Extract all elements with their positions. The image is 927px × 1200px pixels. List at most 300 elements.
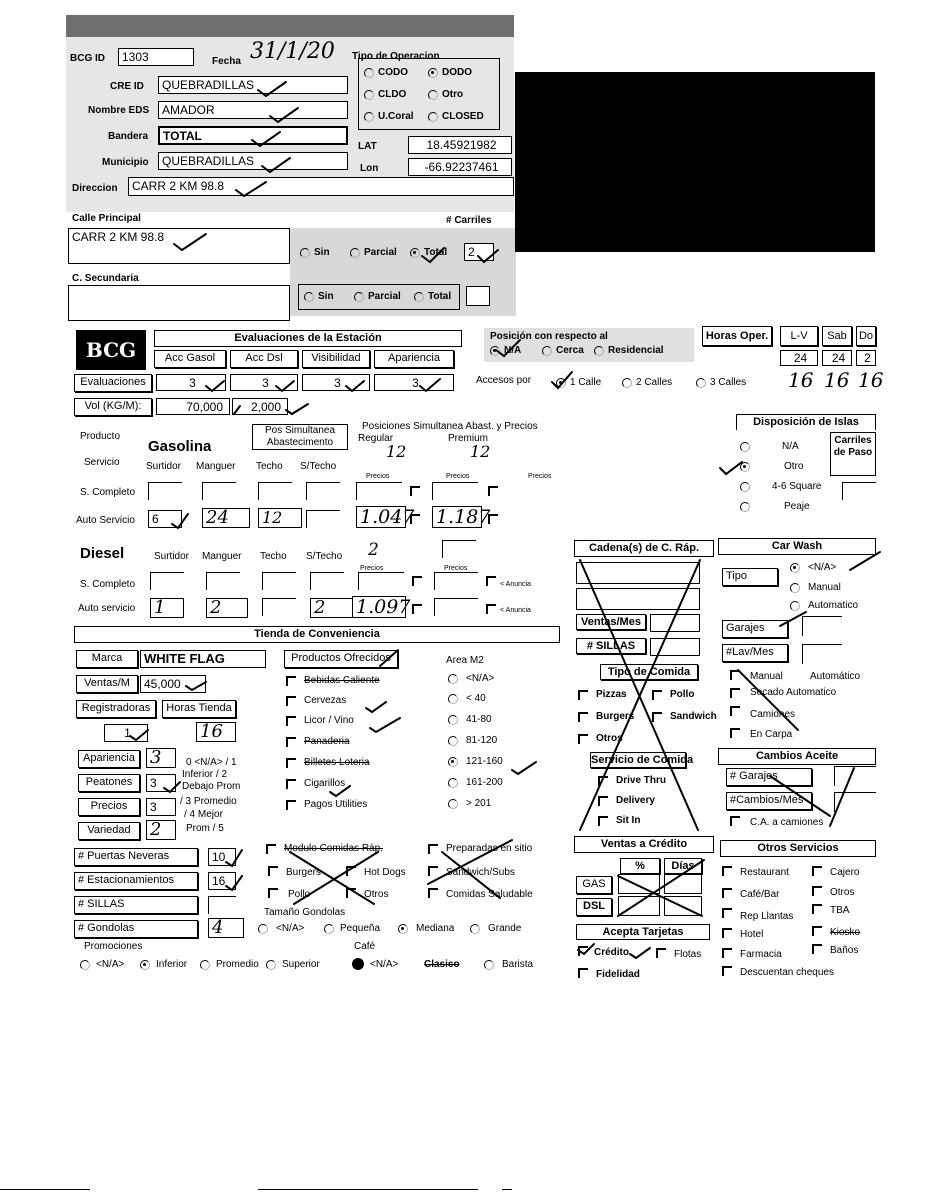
pos-radio-residencial[interactable] [594, 346, 604, 356]
credito-dsl-dias[interactable] [664, 896, 702, 916]
regular-label: Regular [358, 433, 394, 444]
calle-secundaria-field[interactable] [68, 285, 290, 321]
comida-check-preparadas[interactable] [428, 844, 438, 854]
dsl-pos: 2 [368, 540, 379, 560]
comida-check-saludable[interactable] [428, 888, 438, 898]
comida-check-otros[interactable] [346, 888, 356, 898]
bandera-field[interactable]: TOTAL [158, 126, 348, 145]
vol-label[interactable]: Vol (KG/M): [74, 398, 152, 416]
gondolas-field[interactable]: 4 [208, 918, 244, 938]
credito-gas-dias[interactable] [664, 874, 702, 894]
credito-dsl-pct[interactable] [618, 896, 660, 916]
col-acc-gasol[interactable]: Acc Gasol [154, 350, 226, 368]
cadena-check-pizzas[interactable] [578, 690, 588, 700]
comida-check-sandwich[interactable] [428, 866, 438, 876]
sec-carriles-field[interactable] [466, 286, 490, 306]
horas-do-hand: 16 [858, 368, 884, 392]
acceso-label-1: 1 Calle [570, 377, 602, 388]
comida-label-otros: Otros [364, 889, 389, 900]
variedad-field[interactable]: 2 [146, 820, 176, 840]
cafe-label: Café [354, 941, 376, 952]
comida-check-burgers[interactable] [268, 866, 278, 876]
promo-radio-inferior[interactable] [140, 960, 150, 970]
dsl-precios-1: Precios [360, 565, 384, 572]
cadena-check-drive[interactable] [598, 776, 608, 786]
promo-label-superior: Superior [282, 959, 320, 970]
promo-radio-na[interactable] [80, 960, 90, 970]
tam-radio-pequena[interactable] [324, 924, 334, 934]
cadena-label-otros: Otros [596, 733, 623, 744]
cadena-check-pollo[interactable] [652, 690, 662, 700]
otros-label-farmacia: Farmacia [740, 949, 782, 960]
sec-label-total: Total [428, 291, 452, 302]
col-apariencia[interactable]: Apariencia [374, 350, 454, 368]
cw-label-automatico: Automático [810, 671, 861, 682]
sec-label-sin: Sin [318, 291, 334, 302]
carril-radio-sin[interactable] [300, 248, 310, 258]
pos-sim-abast-label: Posiciones Simultanea Abast. y Precios [362, 421, 538, 432]
gas-sc-stecho[interactable] [306, 482, 340, 500]
dsl-s-completo-label: S. Completo [80, 579, 136, 590]
cadena-label-delivery: Delivery [616, 795, 655, 806]
horas-tienda-label[interactable]: Horas Tienda [162, 700, 236, 718]
otros-label-cafe: Café/Bar [740, 889, 780, 900]
tarjeta-check-credito[interactable] [578, 946, 588, 956]
marca-field[interactable]: WHITE FLAG [140, 650, 266, 668]
col-visibilidad[interactable]: Visibilidad [302, 350, 370, 368]
horas-tienda-field[interactable]: 16 [196, 722, 236, 742]
dsl-sc-premium-check[interactable] [486, 576, 496, 586]
disp-radio-peaje[interactable] [740, 502, 750, 512]
horas-lv-hand: 16 [788, 368, 814, 392]
gas-as-premium-check[interactable] [488, 514, 498, 524]
tarjeta-check-flotas[interactable] [656, 948, 666, 958]
peatones-label[interactable]: Peatones [78, 774, 140, 792]
dsl-manguer-label: Manguer [202, 551, 242, 562]
disp-radio-na[interactable] [740, 442, 750, 452]
eval-acc-dsl[interactable]: 3 [230, 374, 298, 391]
estacionamientos-field[interactable]: 16 [208, 872, 236, 890]
gas-as-stecho[interactable] [306, 510, 340, 528]
prod-label-billetes: Billetes Loteria [304, 757, 370, 768]
comida-check-hotdogs[interactable] [346, 866, 356, 876]
dsl-sc-techo[interactable] [262, 572, 296, 590]
dsl-as-price[interactable]: 1.097 [352, 596, 406, 618]
vol-dsl-field[interactable]: 2,000 [232, 398, 288, 415]
municipio-field[interactable]: QUEBRADILLAS [158, 152, 348, 170]
tam-label-na: <N/A> [276, 923, 305, 934]
disp-label-otro: Otro [784, 461, 804, 472]
otros-check-banos[interactable] [812, 944, 822, 954]
dsl-as-stecho[interactable]: 2 [310, 598, 354, 618]
prod-check-panaderia[interactable] [286, 737, 296, 747]
comida-label-modulo: Modulo Comidas Ráp. [284, 843, 383, 854]
pos-radio-na[interactable] [490, 346, 500, 356]
estacionamientos-label[interactable]: # Estacionamientos [74, 872, 198, 890]
sec-label-parcial: Parcial [368, 291, 401, 302]
op-radio-dodo[interactable] [428, 68, 438, 78]
op-radio-otro[interactable] [428, 90, 438, 100]
pos-sim-label: Pos Simultanea Abastecimento [252, 424, 348, 450]
direccion-field[interactable]: CARR 2 KM 98.8 [128, 177, 514, 196]
promo-label-na: <N/A> [96, 959, 125, 970]
cw-label-secado: Secado Automatico [750, 687, 837, 698]
sec-radio-total[interactable] [414, 292, 424, 302]
prod-check-cervezas[interactable] [286, 696, 296, 706]
credito-dsl[interactable]: DSL [576, 898, 612, 916]
gas-as-manguer[interactable]: 24 [202, 508, 250, 528]
registradoras-label[interactable]: Registradoras [76, 700, 156, 718]
area-label: Area M2 [446, 655, 484, 666]
promo-radio-promedio[interactable] [200, 960, 210, 970]
apariencia-field[interactable]: 3 [146, 748, 176, 768]
otros-label-hotel: Hotel [740, 929, 764, 940]
gas-s-completo-label: S. Completo [80, 487, 136, 498]
dsl-as-premium-check[interactable] [486, 604, 496, 614]
area-radio-5[interactable] [448, 778, 458, 788]
otros-check-hotel[interactable] [722, 928, 732, 938]
disp-radio-otro[interactable] [740, 462, 750, 472]
comida-label-burgers: Burgers [286, 867, 322, 878]
sillas-field[interactable] [208, 896, 236, 914]
eval-acc-gasol[interactable]: 3 [156, 374, 226, 391]
cadena-check-sitin[interactable] [598, 816, 608, 826]
nombre-eds-field[interactable]: AMADOR [158, 101, 348, 119]
cw-lav-field[interactable] [802, 644, 842, 664]
disp-radio-square[interactable] [740, 482, 750, 492]
otros-check-otros[interactable] [812, 886, 822, 896]
gas-sc-surtidor[interactable] [148, 482, 182, 500]
area-label-4: 121-160 [466, 756, 503, 767]
carril-radio-total[interactable] [410, 248, 420, 258]
variedad-label[interactable]: Variedad [78, 822, 140, 840]
cadena-ventas-mes[interactable]: Ventas/Mes [576, 614, 646, 630]
tam-label-mediana: Mediana [416, 923, 455, 934]
otros-check-kiosko[interactable] [812, 926, 822, 936]
horas-oper-label[interactable]: Horas Oper. [702, 326, 772, 346]
cw-check-carpa[interactable] [730, 728, 740, 738]
dsl-sc-stecho[interactable] [310, 572, 344, 590]
dsl-as-check[interactable] [412, 604, 422, 614]
nombre-eds-label: Nombre EDS [88, 105, 150, 116]
lon-field[interactable]: -66.92237461 [408, 158, 512, 176]
op-radio-ucoral[interactable] [364, 112, 374, 122]
horas-sab-hand: 16 [824, 368, 850, 392]
gas-sc-manguer[interactable] [202, 482, 236, 500]
gondolas-label[interactable]: # Gondolas [74, 920, 198, 938]
col-acc-dsl[interactable]: Acc Dsl [230, 350, 298, 368]
puertas-label[interactable]: # Puertas Neveras [74, 848, 198, 866]
cadena-sillas[interactable]: # SILLAS [576, 638, 646, 654]
gas-regular-pos: 12 [386, 442, 407, 461]
prod-label-bebidas: Bebidas Caliente [304, 675, 380, 686]
area-label-0: <N/A> [466, 673, 495, 684]
prod-check-pagos[interactable] [286, 800, 296, 810]
tipo-operacion-label: Tipo de Operacion [352, 51, 440, 62]
cadena-check-burgers[interactable] [578, 712, 588, 722]
gas-sc-techo[interactable] [258, 482, 292, 500]
gas-as-premium-price[interactable]: 1.187 [432, 506, 482, 528]
precios-label[interactable]: Precios [78, 798, 140, 816]
otros-label-llantas: Rep Llantas [740, 911, 794, 922]
evaluaciones-row-label[interactable]: Evaluaciones [74, 374, 152, 392]
carril-label-parcial: Parcial [364, 247, 397, 258]
credito-gas[interactable]: GAS [576, 876, 612, 894]
accesos-label: Accesos por [476, 375, 532, 386]
dsl-sc-premium[interactable] [434, 572, 478, 590]
op-label-closed: CLOSED [442, 111, 484, 122]
cafe-radio-na[interactable] [352, 958, 364, 970]
horas-do-printed[interactable]: 2 [856, 350, 876, 366]
acceso-label-2: 2 Calles [636, 377, 673, 388]
cadena-tipo[interactable]: Tipo de Comida [600, 664, 698, 680]
aceite-check-camiones[interactable] [730, 816, 740, 826]
cadena-field-2[interactable] [576, 588, 700, 610]
cadena-check-delivery[interactable] [598, 796, 608, 806]
carril-label-total: Total [424, 247, 448, 258]
cw-radio-manual[interactable] [790, 583, 800, 593]
promociones-label: Promociones [84, 941, 143, 952]
credito-pct[interactable]: % [620, 858, 660, 874]
dsl-as-techo[interactable] [262, 598, 296, 616]
otros-check-cajero[interactable] [812, 866, 822, 876]
prod-label-cigarillos: Cigarillos [304, 778, 346, 789]
horas-col-do[interactable]: Do [856, 326, 876, 346]
cadena-label-pollo: Pollo [670, 689, 695, 700]
gas-stecho-label: S/Techo [300, 461, 337, 472]
carwash-tipo[interactable]: Tipo [722, 568, 778, 586]
op-label-dodo: DODO [442, 67, 472, 78]
carriles-label: # Carriles [446, 215, 492, 226]
area-radio-4[interactable] [448, 757, 458, 767]
dsl-stecho-label: S/Techo [306, 551, 343, 562]
productos-title[interactable]: Productos Ofrecidos [284, 650, 398, 668]
gas-sc-regular-check[interactable] [410, 486, 420, 496]
comida-check-pollo[interactable] [268, 888, 278, 898]
marca-label[interactable]: Marca [76, 650, 138, 668]
gas-as-techo[interactable]: 12 [258, 508, 302, 528]
cw-garajes[interactable]: Garajes [722, 620, 788, 638]
eval-visibilidad[interactable]: 3 [302, 374, 370, 391]
posicion-label: Posición con respecto al [490, 331, 608, 342]
op-label-ucoral: U.Coral [378, 111, 414, 122]
horas-col-sab[interactable]: Sab [822, 326, 852, 346]
ventas-field[interactable]: 45,000 [140, 675, 206, 693]
carriles-field[interactable]: 2 [464, 243, 494, 261]
dsl-as-manguer[interactable]: 2 [206, 598, 248, 618]
dsl-sc-surtidor[interactable] [150, 572, 184, 590]
bandera-label: Bandera [108, 131, 149, 142]
otros-check-cafe[interactable] [722, 888, 732, 898]
lat-field[interactable]: 18.45921982 [408, 136, 512, 154]
otros-check-cheques[interactable] [722, 966, 732, 976]
op-label-codo: CODO [378, 67, 408, 78]
sec-radio-parcial[interactable] [354, 292, 364, 302]
dsl-sc-check[interactable] [412, 576, 422, 586]
gas-auto-servicio-label: Auto Servicio [76, 515, 135, 526]
aceite-cambios[interactable]: #Cambios/Mes [726, 792, 812, 810]
gas-as-regular-price[interactable]: 1.047 [356, 506, 406, 528]
area-radio-3[interactable] [448, 736, 458, 746]
op-label-cldo: CLDO [378, 89, 407, 100]
cafe-label-na: <N/A> [370, 959, 399, 970]
carril-label-sin: Sin [314, 247, 330, 258]
cafe-label-barista: Barista [502, 959, 534, 970]
area-radio-1[interactable] [448, 694, 458, 704]
direccion-label: Direccion [72, 183, 118, 194]
sillas-label[interactable]: # SILLAS [74, 896, 198, 914]
acceso-radio-3[interactable] [696, 378, 706, 388]
acceso-radio-2[interactable] [622, 378, 632, 388]
aceite-cambios-field[interactable] [834, 792, 876, 812]
bcg-id-label: BCG ID [70, 53, 105, 64]
horas-lv-printed[interactable]: 24 [780, 350, 818, 366]
prod-check-billetes[interactable] [286, 758, 296, 768]
precios-field[interactable]: 3 [146, 798, 176, 816]
puertas-field[interactable]: 10 [208, 848, 236, 866]
horas-sab-printed[interactable]: 24 [822, 350, 852, 366]
gas-sc-premium[interactable] [432, 482, 478, 500]
tam-label-grande: Grande [488, 923, 522, 934]
promo-radio-superior[interactable] [266, 960, 276, 970]
carriles-paso-field[interactable] [842, 482, 876, 500]
lon-label: Lon [360, 163, 379, 174]
tam-gondolas-label: Tamaño Gondolas [264, 907, 346, 918]
cw-check-manual[interactable] [730, 670, 740, 680]
gas-as-surtidor[interactable]: 6 [148, 510, 182, 528]
cadena-sec-title[interactable]: Servicio de Comida [591, 754, 694, 766]
comida-label-pollo: Pollo [288, 889, 311, 900]
dsl-as-surtidor[interactable]: 1 [150, 598, 184, 618]
cw-radio-na[interactable] [790, 563, 800, 573]
credito-dias[interactable]: Días [664, 858, 702, 874]
cre-id-field[interactable]: QUEBRADILLAS [158, 76, 348, 94]
cw-check-camiones[interactable] [730, 706, 740, 716]
credito-gas-pct[interactable] [618, 874, 660, 894]
cw-check-secado[interactable] [730, 688, 740, 698]
cre-id-label: CRE ID [110, 81, 144, 92]
tam-radio-mediana[interactable] [398, 924, 408, 934]
dsl-as-anuncia: < Anuncia [500, 607, 531, 614]
precios-label-3: Precios [528, 473, 552, 480]
op-radio-closed[interactable] [428, 112, 438, 122]
prod-check-bebidas[interactable] [286, 676, 296, 686]
aceite-garajes[interactable]: # Garajes [726, 768, 812, 786]
otros-title: Otros Servicios [720, 840, 876, 857]
cadena-label-sitin: Sit In [616, 815, 641, 826]
carril-radio-parcial[interactable] [350, 248, 360, 258]
comida-check-modulo[interactable] [266, 844, 276, 854]
area-radio-2[interactable] [448, 715, 458, 725]
op-label-otro: Otro [442, 89, 464, 100]
gas-as-regular-check[interactable] [410, 514, 420, 524]
dsl-sc-regular[interactable] [358, 572, 404, 590]
cadena-label-pizzas: Pizzas [596, 689, 627, 700]
cadena-field-1[interactable] [576, 562, 700, 584]
cafe-radio-barista[interactable] [484, 960, 494, 970]
sec-radio-sin[interactable] [304, 292, 314, 302]
cw-radio-auto[interactable] [790, 601, 800, 611]
op-radio-cldo[interactable] [364, 90, 374, 100]
disp-label-na: N/A [782, 441, 799, 452]
credito-title: Ventas a Crédito [574, 836, 714, 853]
otros-label-otros: Otros [830, 887, 855, 898]
cadena-sillas-field[interactable] [650, 638, 700, 656]
prod-check-licor[interactable] [286, 716, 296, 726]
area-radio-0[interactable] [448, 674, 458, 684]
scale-2: Inferior / 2 [182, 769, 228, 780]
scale-1: 0 <N/A> / 1 [186, 757, 237, 768]
gas-sc-premium-check[interactable] [488, 486, 498, 496]
vol-gas-field[interactable]: 70,000 [156, 398, 230, 415]
gas-premium-pos: 12 [470, 442, 491, 461]
area-label-2: 41-80 [466, 714, 492, 725]
header-band [66, 15, 514, 37]
cadena-ventas-field[interactable] [650, 614, 700, 632]
apariencia-label[interactable]: Apariencia [78, 750, 140, 768]
gasolina-label: Gasolina [148, 438, 212, 455]
cadena-label-burgers: Burgers [596, 711, 635, 722]
pos-radio-cerca[interactable] [542, 346, 552, 356]
tarjeta-check-fidelidad[interactable] [578, 968, 588, 978]
cw-label-na: <N/A> [808, 562, 837, 573]
bcg-id-field[interactable]: 1303 [118, 48, 194, 66]
cadena-check-otros[interactable] [578, 734, 588, 744]
dsl-precios-2: Precios [444, 565, 468, 572]
tam-radio-grande[interactable] [470, 924, 480, 934]
cadena-check-sandwich[interactable] [652, 712, 662, 722]
aceite-garajes-field[interactable] [834, 766, 876, 786]
calle-principal-field[interactable]: CARR 2 KM 98.8 [68, 228, 290, 264]
precios-label-2: Precios [446, 473, 470, 480]
otros-label-tba: TBA [830, 905, 850, 916]
cw-lav-mes[interactable]: #Lav/Mes [722, 644, 788, 662]
cadena-label-sandwich: Sandwich [670, 711, 717, 722]
otros-check-tba[interactable] [812, 904, 822, 914]
dsl-sc-manguer[interactable] [206, 572, 240, 590]
horas-col-lv[interactable]: L-V [780, 326, 818, 346]
carwash-title: Car Wash [718, 538, 876, 555]
otros-label-kiosko: Kiosko [830, 927, 861, 938]
otros-check-restaurant[interactable] [722, 866, 732, 876]
otros-check-llantas[interactable] [722, 908, 732, 918]
op-radio-codo[interactable] [364, 68, 374, 78]
aceite-label-camiones: C.A. a camiones [750, 817, 824, 828]
otros-label-restaurant: Restaurant [740, 867, 789, 878]
prod-label-pagos: Pagos Utilities [304, 799, 368, 810]
ventas-label[interactable]: Ventas/M [76, 675, 138, 693]
area-radio-6[interactable] [448, 799, 458, 809]
pos-label-cerca: Cerca [556, 345, 584, 356]
otros-check-farmacia[interactable] [722, 948, 732, 958]
dsl-as-premium[interactable] [434, 598, 478, 616]
dsl-header-box[interactable] [442, 540, 476, 558]
dsl-auto-servicio-label: Auto servicio [78, 603, 136, 614]
aceite-title: Cambios Aceite [718, 748, 876, 765]
prod-check-cigarillos[interactable] [286, 779, 296, 789]
fecha-handwritten: 31/1/20 [250, 39, 335, 64]
eval-apariencia[interactable]: 3 [374, 374, 454, 391]
comida-label-hotdogs: Hot Dogs [364, 867, 406, 878]
registradoras-field[interactable]: 1 [104, 724, 148, 742]
area-label-5: 161-200 [466, 777, 503, 788]
acceso-radio-1[interactable] [556, 378, 566, 388]
precios-label-1: Precios [366, 473, 390, 480]
gas-sc-regular[interactable] [356, 482, 402, 500]
cw-garajes-field[interactable] [802, 616, 842, 636]
tam-radio-na[interactable] [258, 924, 268, 934]
peatones-field[interactable]: 3 [146, 774, 176, 792]
